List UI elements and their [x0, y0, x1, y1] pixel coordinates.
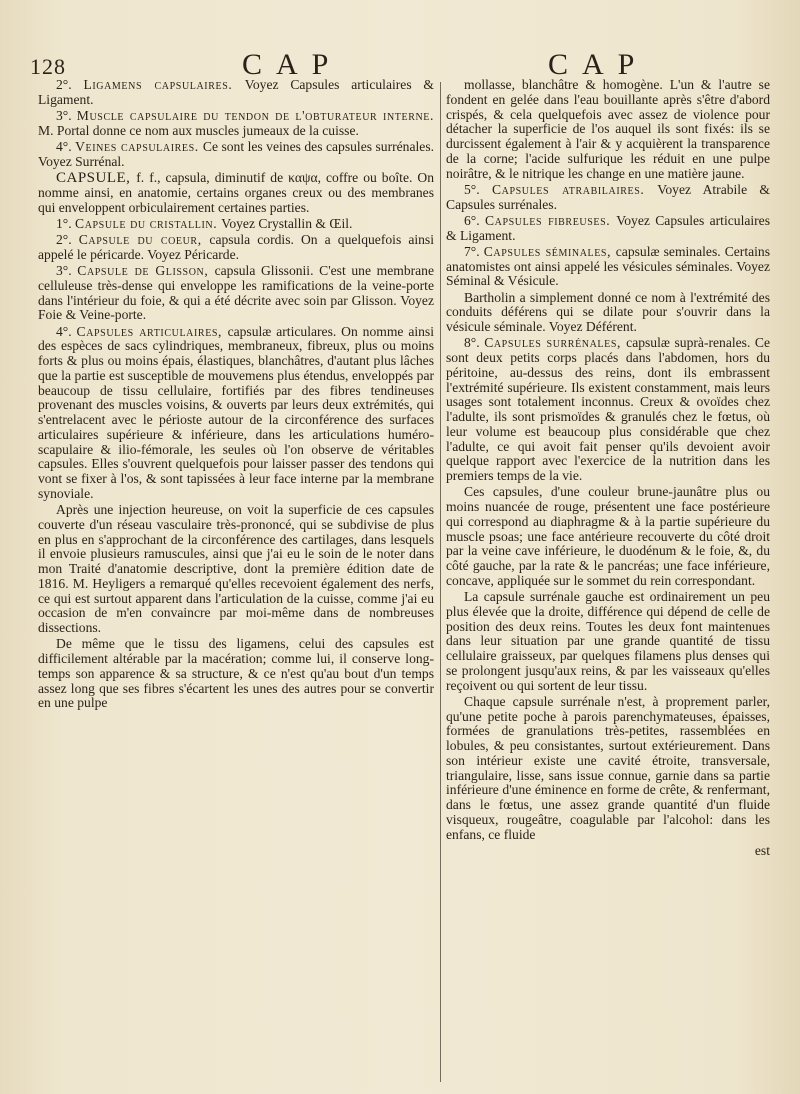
entry-paragraph — [446, 245, 770, 289]
entry-number: 2°. — [56, 232, 79, 247]
entry-paragraph — [38, 217, 434, 232]
entry-number: 2°. — [56, 78, 84, 92]
entry-body: Bartholin a simplement donné ce nom à l'extrémité des conduits déférens qui se dilate pour s'ouvrir dans la vésicule séminale. Voyez Déférent. — [446, 289, 770, 334]
entry-paragraph — [446, 485, 770, 588]
entry-title: Capsules surrénales, — [484, 335, 627, 351]
left-column — [38, 78, 434, 1078]
entry-body: M. Portal donne ce nom aux muscles jumeaux de la cuisse. — [38, 122, 359, 138]
entry-paragraph — [38, 109, 434, 139]
entry-paragraph — [38, 233, 434, 263]
entry-number: 7°. — [464, 243, 484, 259]
entry-body: capsulæ seminales. Certains anatomistes ont ainsi appelé les vésicules séminales. Voyez Séminal & Vésicule. — [446, 243, 770, 289]
entry-number: 3°. — [56, 108, 77, 123]
running-head-right: CAP — [548, 48, 649, 81]
entry-body: Voyez Capsules articulaires & Ligament. — [38, 78, 434, 107]
entry-number: 4°. — [56, 323, 77, 339]
entry-body: capsula Glissonii. C'est une membrane celluleuse très-dense qui enveloppe les ramifications de la veine-porte dans l'intérieur du foie, & qui a été décrite avec soin par Glisson. Voyez Foie & Veine-porte. — [38, 263, 434, 323]
entry-title: Capsules articulaires, — [76, 323, 228, 339]
entry-title: Capsules atrabilaires. — [491, 181, 658, 197]
entry-body: capsulæ articulares. On nomme ainsi des espèces de sacs cylindriques, membraneux, fibreux, plus ou moins forts & plus ou moins épais, élastiques, blanchâtres, d'autant plus lâches que la partie est susceptible de mouvemens plus étendus, enveloppés par beaucoup de tissu cellulaire, fortifiés par des fibres tendineuses provenant des muscles voisins, & ouverts par leurs deux extrémités, qui s'entrelacent avec le périoste autour de la circonférence des surfaces articulaires supérieure & inférieure, dans les articulations huméro-scapulaire & ilio-fémorale, les seules où l'on observe de véritables capsules. Elles s'ouvrent quelquefois pour laisser passer des tendons qui vont se fixer à l'os, & sont tapissées à leur face interne par la membrane synoviale. — [38, 323, 434, 501]
right-column — [446, 78, 770, 1078]
entry-title: Capsules séminales, — [483, 243, 616, 259]
entry-paragraph — [446, 78, 770, 181]
entry-paragraph — [38, 78, 434, 108]
entry-body: Voyez Capsules articulaires & Ligament. — [446, 212, 770, 243]
running-head-left: CAP — [242, 48, 343, 81]
entry-body: capsulæ suprà-renales. Ce sont deux petits corps placés dans l'abdomen, hors du péritoine, au-dessus des reins, dont ils embrassent l'extrémité supérieure. Ils existent constamment, mais leurs usages sont totalement inconnus. Creux & ovoïdes chez l'adulte, ils sont prismoïdes & granulés chez le fœtus, où leur volume est beaucoup plus considérable que chez l'adulte, ce qui avoit fait penser qu'ils devoient avoir quelque rapport avec l'exercice de la nutrition dans les premiers temps de la vie. — [446, 335, 770, 483]
entry-paragraph — [446, 291, 770, 335]
catchword: est — [754, 843, 770, 859]
entry-title: Muscle capsulaire du tendon de l'obturateur interne. — [76, 108, 434, 123]
entry-paragraph — [446, 214, 770, 244]
entry-body: Ce sont les veines des capsules surrénales. Voyez Surrénal. — [38, 139, 434, 169]
entry-paragraph — [446, 336, 770, 484]
entry-title: Veines capsulaires. — [75, 139, 203, 154]
entry-paragraph — [38, 264, 434, 323]
entry-number: 4°. — [56, 139, 76, 154]
entry-title: Capsule du cristallin. — [75, 215, 222, 231]
entry-title: Capsules fibreuses. — [484, 212, 617, 228]
entry-body: capsula cordis. On a quelquefois ainsi appelé le péricarde. Voyez Péricarde. — [38, 232, 434, 262]
column-divider — [440, 82, 441, 1082]
entry-body: Ces capsules, d'une couleur brune-jaunâtre plus ou moins nuancée de rouge, présentent une face postérieure qui correspond au diaphragme & à la partie supérieure du muscle psoas; une face antérieure recouverte du côté droit par la veine cave inférieure, le duodénum & le foie, &, du côté gauche, par la rate & le pancréas; une face inférieure, concave, appliquée sur le sommet du rein correspondant. — [446, 484, 770, 588]
entry-paragraph — [446, 695, 770, 843]
entry-body: La capsule surrénale gauche est ordinairement un peu plus élevée que la droite, différence qui dépend de celle de position des deux reins. Toutes les deux font maintenues dans leur situation par une grande quantité de tissu cellulaire graisseux, par quelques filamens plus denses qui se prolongent jusqu'aux reins, & par les vaisseaux qu'elles reçoivent ou qui sortent de leur tissu. — [446, 589, 770, 693]
entry-body: De même que le tissu des ligamens, celui des capsules est difficilement altérable par la macération; comme lui, il conserve long-temps son apparence & sa structure, & ce n'est qu'au bout d'un temps assez long que ses fibres s'écartent les unes des autres pour se convertir en une pulpe — [38, 636, 434, 711]
entry-paragraph — [38, 140, 434, 170]
entry-paragraph — [38, 503, 434, 636]
entry-body: mollasse, blanchâtre & homogène. L'un & l'autre se fondent en gelée dans l'eau bouillante après s'être d'abord crispés, & cela quelquefois avec assez de violence pour détacher la superficie de l'os auquel ils sont fixés: ils se durcissent également à l'air & y acquièrent la transparence de la corne; l'acide sulfurique les réduit en une pulpe noirâtre, & le nitrique les change en une matière jaune. — [446, 78, 770, 181]
entry-title: Capsule du coeur, — [78, 232, 210, 247]
entry-body: Voyez Atrabile & Capsules surrénales. — [446, 181, 770, 212]
entry-number: 6°. — [464, 212, 485, 228]
entry-title: Ligamens capsulaires. — [83, 78, 245, 92]
entry-paragraph — [38, 637, 434, 711]
page-number: 128 — [30, 54, 66, 79]
entry-body: Chaque capsule surrénale n'est, à proprement parler, qu'une petite poche à parois parenchymateuses, épaisses, formées de granulations très-petites, rassemblées en lobules, & peu consistantes, surtout extérieurement. Dans son intérieur existe une cavité étroite, transversale, triangulaire, lisse, sans issue connue, garnie dans sa partie inférieure d'une éminence en forme de crête, & renfermant, dans le fœtus, une assez grande quantité d'un fluide visqueux, rougeâtre, coagulable par l'alcohol: dans les enfans, ce fluide — [446, 693, 770, 842]
entry-number: 1°. — [56, 215, 76, 231]
entry-body: Voyez Crystallin & Œil. — [221, 215, 353, 231]
entry-number: 8°. — [464, 335, 485, 351]
entry-paragraph — [446, 590, 770, 693]
entry-number: 5°. — [464, 181, 492, 197]
entry-paragraph — [38, 171, 434, 215]
entry-body: Après une injection heureuse, on voit la superficie de ces capsules couverte d'un réseau vasculaire très-prononcé, qui se subdivise de plus en plus en s'approchant de la circonférence des cartilages, dans lesquels il envoie plusieurs ramuscules, ainsi que j'ai eu le soin de le noter dans mon Traité d'anatomie descriptive, dont la première édition date de 1816. M. Heyligers a remarqué qu'elles recevoient également des nerfs, ce qui est surtout apparent dans l'articulation de la cuisse, comme j'ai eu occasion de m'en convaincre par moi-même dans de nombreuses dissections. — [38, 502, 434, 635]
entry-paragraph — [38, 325, 434, 502]
entry-title: CAPSULE, — [56, 170, 137, 186]
entry-number: 3°. — [56, 263, 78, 278]
entry-paragraph — [446, 183, 770, 213]
entry-body: f. f., capsula, diminutif de καψα, coffre ou boîte. On nomme ainsi, en anatomie, certains organes creux ou des membranes qui enveloppent orbiculairement certaines parties. — [38, 170, 434, 215]
entry-title: Capsule de Glisson, — [77, 263, 215, 278]
